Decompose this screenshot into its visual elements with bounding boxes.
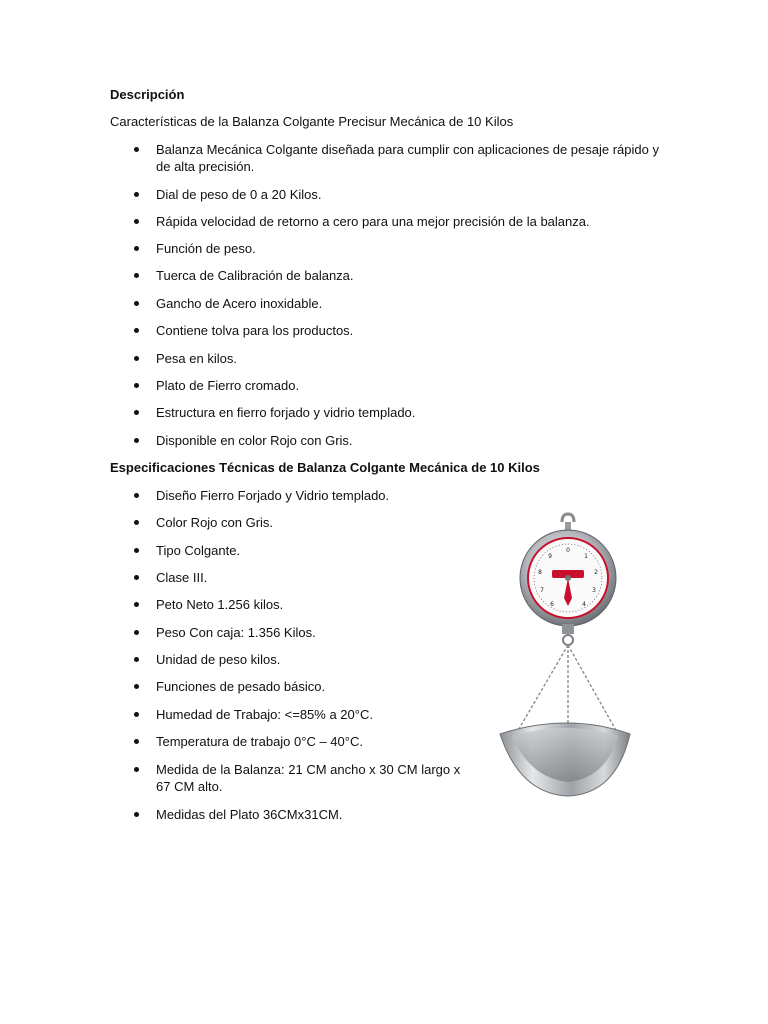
feature-item: Gancho de Acero inoxidable. (156, 296, 323, 311)
svg-text:4: 4 (582, 601, 586, 608)
feature-item: Disponible en color Rojo con Gris. (156, 433, 353, 448)
svg-text:3: 3 (592, 587, 596, 594)
bullet-icon (134, 739, 139, 744)
bullet-icon (134, 812, 139, 817)
spec-item: Funciones de pesado básico. (156, 679, 326, 694)
spec-item: Unidad de peso kilos. (156, 652, 281, 667)
bullet-icon (134, 219, 139, 224)
feature-item: Estructura en fierro forjado y vidrio templado. (156, 405, 416, 420)
feature-item: Dial de peso de 0 a 20 Kilos. (156, 187, 322, 202)
bullet-icon (134, 246, 139, 251)
spec-item: Tipo Colgante. (156, 543, 241, 558)
svg-text:8: 8 (538, 569, 542, 576)
bullet-icon (134, 493, 139, 498)
bullet-icon (134, 356, 139, 361)
bullet-icon (134, 301, 139, 306)
svg-text:1: 1 (584, 553, 588, 560)
section-heading-description: Descripción (110, 87, 185, 102)
spec-item: Color Rojo con Gris. (156, 515, 274, 530)
hanging-scale-image (490, 512, 640, 802)
bullet-icon (134, 602, 139, 607)
bullet-icon (134, 410, 139, 415)
bullet-icon (134, 438, 139, 443)
spec-item: Humedad de Trabajo: <=85% a 20°C. (156, 707, 373, 722)
feature-item: Tuerca de Calibración de balanza. (156, 268, 354, 283)
bullet-icon (134, 548, 139, 553)
bullet-icon (134, 273, 139, 278)
svg-text:6: 6 (550, 601, 554, 608)
svg-text:7: 7 (540, 587, 544, 594)
bullet-icon (134, 630, 139, 635)
spec-item: Peto Neto 1.256 kilos. (156, 597, 284, 612)
spec-item: Temperatura de trabajo 0°C – 40°C. (156, 734, 363, 749)
feature-item: Contiene tolva para los productos. (156, 323, 354, 338)
bullet-icon (134, 192, 139, 197)
spec-item: Medida de la Balanza: 21 CM ancho x 30 CM largo x (156, 762, 461, 777)
bullet-icon (134, 520, 139, 525)
bullet-icon (134, 575, 139, 580)
bullet-icon (134, 712, 139, 717)
features-title: Características de la Balanza Colgante Precisur Mecánica de 10 Kilos (110, 114, 514, 129)
spec-item: Peso Con caja: 1.356 Kilos. (156, 625, 316, 640)
bullet-icon (134, 328, 139, 333)
feature-item: Pesa en kilos. (156, 351, 237, 366)
feature-item: Plato de Fierro cromado. (156, 378, 300, 393)
spec-item: Clase III. (156, 570, 208, 585)
feature-item: Función de peso. (156, 241, 256, 256)
bullet-icon (134, 147, 139, 152)
svg-text:9: 9 (548, 553, 552, 560)
feature-item: Rápida velocidad de retorno a cero para una mejor precisión de la balanza. (156, 214, 590, 229)
bullet-icon (134, 383, 139, 388)
feature-item-continuation: de alta precisión. (156, 159, 255, 174)
bullet-icon (134, 767, 139, 772)
svg-text:0: 0 (566, 547, 570, 554)
svg-text:2: 2 (594, 569, 598, 576)
specs-title: Especificaciones Técnicas de Balanza Colgante Mecánica de 10 Kilos (110, 460, 540, 475)
spec-item: Diseño Fierro Forjado y Vidrio templado. (156, 488, 390, 503)
feature-item: Balanza Mecánica Colgante diseñada para cumplir con aplicaciones de pesaje rápido y (156, 142, 659, 157)
bullet-icon (134, 657, 139, 662)
spec-item: Medidas del Plato 36CMx31CM. (156, 807, 343, 822)
bullet-icon (134, 684, 139, 689)
spec-item-continuation: 67 CM alto. (156, 779, 223, 794)
